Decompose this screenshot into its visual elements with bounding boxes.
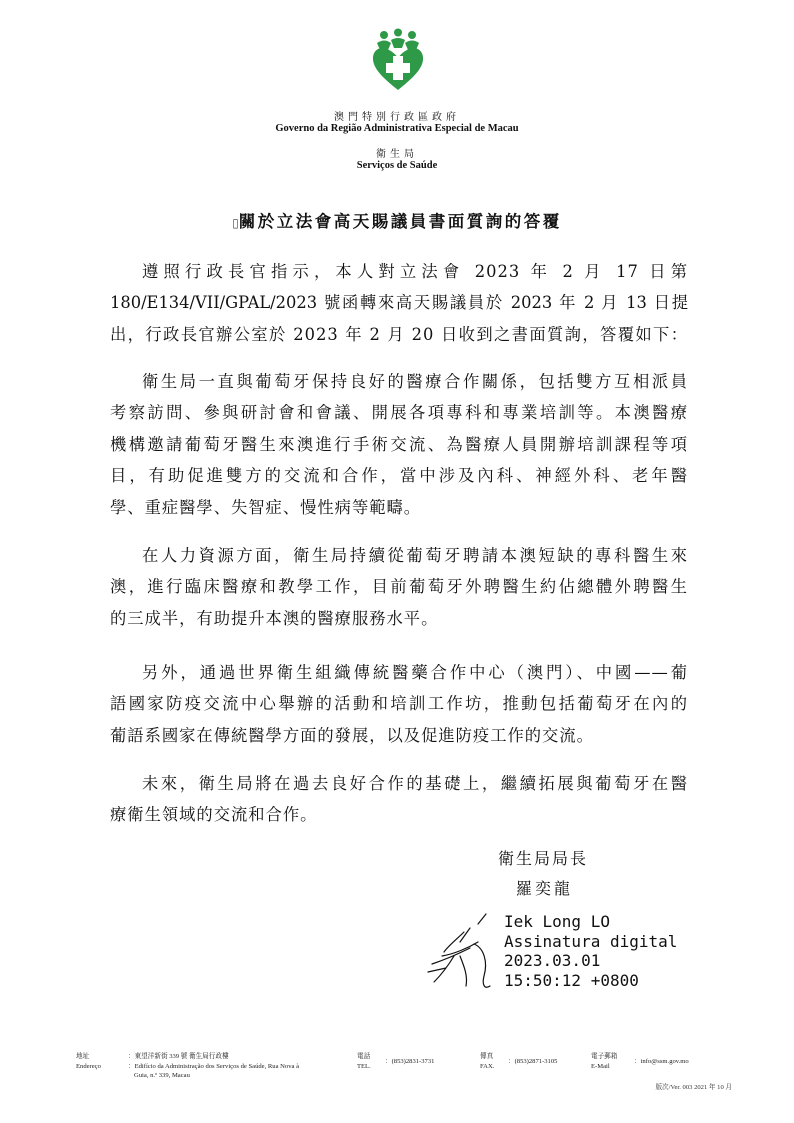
document-title-text: 關於立法會高天賜議員書面質詢的答覆: [238, 212, 562, 231]
version-note: 版次/Ver. 003 2021 年 10 月: [655, 1084, 732, 1091]
digital-signature-line: 15:50:12 +0800: [504, 970, 639, 990]
paragraph-line: 機構邀請葡萄牙醫生來澳進行手術交流、為醫療人員開辦培訓課程等項: [110, 434, 688, 454]
footer-address: [128, 1052, 338, 1081]
paragraph-line: 在人力資源方面，衛生局持續從葡萄牙聘請本澳短缺的專科醫生來: [142, 546, 688, 565]
address-zh: ：東望洋新街 339 號 衛生局行政樓: [128, 1053, 229, 1060]
paragraph-3: [110, 540, 688, 634]
fax-label-zh: 傳真: [480, 1053, 494, 1060]
title-marker: ▯: [232, 216, 239, 230]
health-bureau-logo-icon: [371, 28, 425, 92]
footer-fax: ：(853)2871-3105: [508, 1058, 558, 1065]
paragraph-1: [110, 256, 688, 350]
document-title: [0, 208, 794, 232]
paragraph-line: 葡語系國家在傳統醫學方面的發展，以及促進防疫工作的交流。: [110, 725, 594, 745]
footer-email: ：info@ssm.gov.mo: [634, 1058, 689, 1065]
paragraph-line: 另外，通過世界衛生組織傳統醫藥合作中心（澳門）、中國——葡: [142, 663, 688, 682]
paragraph-line: 療衛生領域的交流和合作。: [110, 805, 318, 825]
address-pt-line-2: Guia, n.º 339, Macau: [134, 1072, 190, 1079]
government-name-chinese: 澳門特別行政區政府: [334, 112, 460, 123]
handwritten-signature: [424, 912, 508, 992]
government-name-portuguese: Governo da Região Administrativa Especial de Macau: [275, 123, 519, 134]
digital-signature-block: [504, 912, 677, 990]
tel-label-pt: TEL.: [357, 1062, 371, 1070]
paragraph-line: 的三成半，有助提升本澳的醫療服務水平。: [110, 608, 439, 628]
address-pt-line-1: ：Edifício da Administração dos Serviços de Saúde, Rua Nova à: [128, 1062, 300, 1070]
department-name-chinese: 衛生局: [376, 149, 418, 160]
email-label-pt: E-Mail: [591, 1062, 610, 1070]
signatory-name: 羅奕龍: [516, 879, 574, 898]
fax-label-pt: FAX.: [480, 1062, 495, 1070]
digital-signature-line: Assinatura digital: [504, 931, 678, 951]
footer-address-labels: [76, 1052, 101, 1071]
paragraph-5: [110, 768, 688, 831]
digital-signature-line: 2023.03.01: [504, 951, 601, 970]
address-label-pt: Endereço: [76, 1062, 101, 1070]
footer-tel: ：(853)2831-3731: [385, 1058, 435, 1065]
paragraph-line: 澳，進行臨床醫療和教學工作，目前葡萄牙外聘醫生約佔總體外聘醫生: [110, 577, 688, 597]
footer-email-labels: [591, 1052, 617, 1071]
signatory-title: 衛生局局長: [498, 849, 589, 868]
paragraph-line: 考察訪問、參與研討會和會議、開展各項專科和專業培訓等。本澳醫療: [110, 403, 688, 423]
paragraph-line: 遵照行政長官指示，本人對立法會 2023 年 2 月 17 日第: [142, 262, 688, 281]
paragraph-line: 未來，衛生局將在過去良好合作的基礎上，繼續拓展與葡萄牙在醫: [142, 774, 688, 793]
footer-tel-labels: [357, 1052, 371, 1071]
digital-signature-line: Iek Long LO: [504, 912, 610, 931]
email-label-zh: 電子郵箱: [591, 1053, 618, 1060]
paragraph-line: 衛生局一直與葡萄牙保持良好的醫療合作關係，包括雙方互相派員: [142, 372, 688, 391]
paragraph-line: 語國家防疫交流中心舉辦的活動和培訓工作坊，推動包括葡萄牙在內的: [110, 694, 688, 714]
paragraph-line: 目，有助促進雙方的交流和合作，當中涉及內科、神經外科、老年醫: [110, 466, 688, 486]
footer-fax-labels: [480, 1052, 494, 1071]
paragraph-2: [110, 366, 688, 523]
paragraph-line: 出，行政長官辦公室於 2023 年 2 月 20 日收到之書面質詢，答覆如下：: [110, 324, 688, 344]
address-label-zh: 地址: [76, 1053, 90, 1060]
paragraph-line: 180/E134/VII/GPAL/2023 號函轉來高天賜議員於 2023 年 2 月 13 日提: [110, 293, 688, 313]
department-name-portuguese: Serviços de Saúde: [356, 160, 438, 171]
tel-label-zh: 電話: [357, 1053, 371, 1060]
paragraph-line: 學、重症醫學、失智症、慢性病等範疇。: [110, 497, 422, 517]
paragraph-4: [110, 657, 688, 751]
